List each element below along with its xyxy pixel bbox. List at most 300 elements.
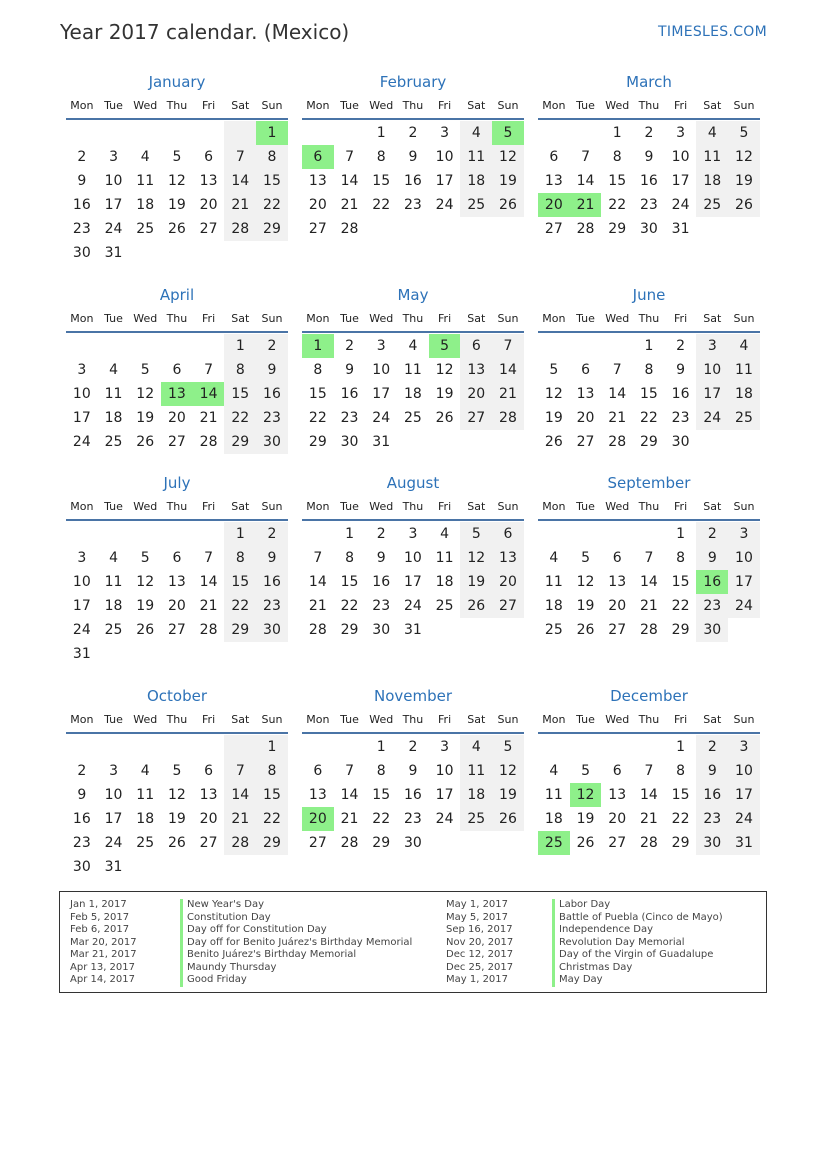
day-cell[interactable]: 11 <box>696 145 728 169</box>
day-cell[interactable]: 15 <box>224 382 256 406</box>
day-cell[interactable]: 25 <box>435 598 454 614</box>
day-cell[interactable]: 12 <box>136 574 155 590</box>
day-cell[interactable]: 10 <box>671 149 690 165</box>
day-cell[interactable]: 26 <box>460 594 492 618</box>
day-cell[interactable]: 18 <box>403 386 422 402</box>
day-cell[interactable]: 13 <box>308 173 327 189</box>
day-cell[interactable]: 30 <box>340 434 359 450</box>
day-cell[interactable]: 3 <box>440 125 450 141</box>
day-cell[interactable]: 20 <box>199 197 218 213</box>
day-cell[interactable]: 12 <box>492 145 524 169</box>
day-cell[interactable]: 5 <box>429 334 461 358</box>
day-cell[interactable]: 20 <box>608 598 627 614</box>
day-cell[interactable]: 26 <box>576 622 595 638</box>
day-cell[interactable]: 19 <box>435 386 454 402</box>
day-cell[interactable]: 25 <box>538 831 570 855</box>
day-cell[interactable]: 17 <box>104 811 123 827</box>
day-cell[interactable]: 7 <box>345 763 354 779</box>
day-cell[interactable]: 25 <box>104 622 123 638</box>
day-cell[interactable]: 10 <box>72 386 91 402</box>
day-cell[interactable]: 24 <box>72 434 91 450</box>
day-cell[interactable]: 6 <box>172 550 182 566</box>
day-cell[interactable]: 3 <box>376 338 386 354</box>
day-cell[interactable]: 14 <box>492 358 524 382</box>
day-cell[interactable]: 8 <box>612 149 622 165</box>
day-cell[interactable]: 16 <box>403 787 422 803</box>
day-cell[interactable]: 27 <box>199 835 218 851</box>
day-cell[interactable]: 15 <box>224 570 256 594</box>
day-cell[interactable]: 27 <box>167 622 186 638</box>
day-cell[interactable]: 15 <box>372 173 391 189</box>
day-cell[interactable]: 27 <box>308 221 327 237</box>
day-cell[interactable]: 29 <box>671 622 690 638</box>
day-cell[interactable]: 19 <box>576 811 595 827</box>
day-cell[interactable]: 1 <box>676 739 686 755</box>
day-cell[interactable]: 22 <box>671 811 690 827</box>
day-cell[interactable]: 21 <box>340 197 359 213</box>
day-cell[interactable]: 12 <box>167 173 186 189</box>
day-cell[interactable]: 4 <box>408 338 418 354</box>
day-cell[interactable]: 25 <box>136 221 155 237</box>
day-cell[interactable]: 22 <box>608 197 627 213</box>
day-cell[interactable]: 12 <box>492 759 524 783</box>
day-cell[interactable]: 9 <box>676 362 686 378</box>
day-cell[interactable]: 30 <box>256 430 288 454</box>
day-cell[interactable]: 12 <box>460 546 492 570</box>
day-cell[interactable]: 21 <box>492 382 524 406</box>
day-cell[interactable]: 14 <box>639 574 658 590</box>
day-cell[interactable]: 1 <box>302 334 334 358</box>
day-cell[interactable]: 1 <box>612 125 622 141</box>
day-cell[interactable]: 28 <box>340 221 359 237</box>
day-cell[interactable]: 28 <box>224 831 256 855</box>
day-cell[interactable]: 1 <box>376 739 386 755</box>
day-cell[interactable]: 8 <box>345 550 354 566</box>
day-cell[interactable]: 28 <box>492 406 524 430</box>
day-cell[interactable]: 2 <box>376 526 386 542</box>
day-cell[interactable]: 27 <box>544 221 563 237</box>
day-cell[interactable]: 25 <box>696 193 728 217</box>
day-cell[interactable]: 4 <box>109 550 118 566</box>
day-cell[interactable]: 30 <box>256 618 288 642</box>
day-cell[interactable]: 3 <box>109 149 118 165</box>
day-cell[interactable]: 16 <box>256 382 288 406</box>
day-cell[interactable]: 2 <box>696 735 728 759</box>
day-cell[interactable]: 23 <box>403 811 422 827</box>
day-cell[interactable]: 29 <box>340 622 359 638</box>
day-cell[interactable]: 15 <box>671 787 690 803</box>
day-cell[interactable]: 17 <box>728 570 760 594</box>
day-cell[interactable]: 5 <box>581 763 590 779</box>
day-cell[interactable]: 31 <box>728 831 760 855</box>
day-cell[interactable]: 5 <box>492 121 524 145</box>
day-cell[interactable]: 16 <box>639 173 658 189</box>
day-cell[interactable]: 7 <box>204 362 214 378</box>
day-cell[interactable]: 12 <box>544 386 563 402</box>
day-cell[interactable]: 13 <box>199 173 218 189</box>
day-cell[interactable]: 3 <box>77 362 87 378</box>
day-cell[interactable]: 3 <box>676 125 686 141</box>
day-cell[interactable]: 30 <box>696 831 728 855</box>
day-cell[interactable]: 17 <box>403 574 422 590</box>
day-cell[interactable]: 2 <box>77 763 87 779</box>
day-cell[interactable]: 7 <box>612 362 622 378</box>
day-cell[interactable]: 7 <box>644 763 654 779</box>
day-cell[interactable]: 29 <box>639 434 658 450</box>
day-cell[interactable]: 11 <box>544 574 563 590</box>
day-cell[interactable]: 23 <box>256 594 288 618</box>
day-cell[interactable]: 22 <box>308 410 327 426</box>
day-cell[interactable]: 14 <box>340 787 359 803</box>
day-cell[interactable]: 26 <box>167 221 186 237</box>
day-cell[interactable]: 21 <box>608 410 627 426</box>
day-cell[interactable]: 20 <box>308 197 327 213</box>
day-cell[interactable]: 11 <box>460 759 492 783</box>
day-cell[interactable]: 5 <box>728 121 760 145</box>
day-cell[interactable]: 11 <box>728 358 760 382</box>
day-cell[interactable]: 13 <box>492 546 524 570</box>
day-cell[interactable]: 27 <box>576 434 595 450</box>
day-cell[interactable]: 9 <box>77 787 87 803</box>
day-cell[interactable]: 23 <box>639 197 658 213</box>
day-cell[interactable]: 14 <box>608 386 627 402</box>
day-cell[interactable]: 18 <box>104 410 123 426</box>
day-cell[interactable]: 11 <box>136 173 155 189</box>
day-cell[interactable]: 14 <box>224 783 256 807</box>
day-cell[interactable]: 12 <box>576 574 595 590</box>
day-cell[interactable]: 6 <box>492 522 524 546</box>
day-cell[interactable]: 20 <box>538 193 570 217</box>
day-cell[interactable]: 10 <box>72 574 91 590</box>
day-cell[interactable]: 2 <box>408 125 418 141</box>
day-cell[interactable]: 13 <box>608 574 627 590</box>
day-cell[interactable]: 31 <box>372 434 391 450</box>
day-cell[interactable]: 7 <box>345 149 354 165</box>
day-cell[interactable]: 20 <box>576 410 595 426</box>
day-cell[interactable]: 6 <box>612 763 622 779</box>
day-cell[interactable]: 18 <box>136 197 155 213</box>
day-cell[interactable]: 22 <box>256 807 288 831</box>
day-cell[interactable]: 8 <box>376 763 386 779</box>
day-cell[interactable]: 3 <box>728 522 760 546</box>
day-cell[interactable]: 2 <box>408 739 418 755</box>
day-cell[interactable]: 4 <box>460 735 492 759</box>
day-cell[interactable]: 19 <box>492 169 524 193</box>
day-cell[interactable]: 19 <box>136 598 155 614</box>
day-cell[interactable]: 30 <box>372 622 391 638</box>
day-cell[interactable]: 29 <box>256 217 288 241</box>
day-cell[interactable]: 7 <box>204 550 214 566</box>
day-cell[interactable]: 12 <box>570 783 602 807</box>
day-cell[interactable]: 19 <box>167 811 186 827</box>
day-cell[interactable]: 2 <box>676 338 686 354</box>
day-cell[interactable]: 29 <box>224 430 256 454</box>
day-cell[interactable]: 23 <box>256 406 288 430</box>
day-cell[interactable]: 15 <box>372 787 391 803</box>
day-cell[interactable]: 14 <box>308 574 327 590</box>
day-cell[interactable]: 4 <box>460 121 492 145</box>
day-cell[interactable]: 14 <box>224 169 256 193</box>
day-cell[interactable]: 22 <box>639 410 658 426</box>
day-cell[interactable]: 23 <box>403 197 422 213</box>
day-cell[interactable]: 1 <box>224 334 256 358</box>
day-cell[interactable]: 13 <box>608 787 627 803</box>
day-cell[interactable]: 8 <box>256 759 288 783</box>
day-cell[interactable]: 28 <box>308 622 327 638</box>
day-cell[interactable]: 26 <box>492 807 524 831</box>
day-cell[interactable]: 24 <box>372 410 391 426</box>
day-cell[interactable]: 24 <box>403 598 422 614</box>
day-cell[interactable]: 14 <box>576 173 595 189</box>
day-cell[interactable]: 21 <box>639 811 658 827</box>
day-cell[interactable]: 17 <box>372 386 391 402</box>
day-cell[interactable]: 27 <box>492 594 524 618</box>
day-cell[interactable]: 19 <box>576 598 595 614</box>
day-cell[interactable]: 21 <box>340 811 359 827</box>
day-cell[interactable]: 15 <box>308 386 327 402</box>
day-cell[interactable]: 22 <box>256 193 288 217</box>
day-cell[interactable]: 20 <box>302 807 334 831</box>
day-cell[interactable]: 12 <box>167 787 186 803</box>
day-cell[interactable]: 30 <box>72 859 91 875</box>
day-cell[interactable]: 12 <box>435 362 454 378</box>
day-cell[interactable]: 6 <box>612 550 622 566</box>
day-cell[interactable]: 2 <box>77 149 87 165</box>
day-cell[interactable]: 16 <box>72 811 91 827</box>
day-cell[interactable]: 1 <box>256 735 288 759</box>
day-cell[interactable]: 25 <box>403 410 422 426</box>
day-cell[interactable]: 6 <box>204 149 214 165</box>
day-cell[interactable]: 5 <box>460 522 492 546</box>
day-cell[interactable]: 12 <box>136 386 155 402</box>
day-cell[interactable]: 23 <box>72 221 91 237</box>
day-cell[interactable]: 3 <box>77 550 87 566</box>
day-cell[interactable]: 27 <box>199 221 218 237</box>
day-cell[interactable]: 29 <box>372 835 391 851</box>
day-cell[interactable]: 28 <box>340 835 359 851</box>
day-cell[interactable]: 10 <box>435 763 454 779</box>
day-cell[interactable]: 10 <box>728 546 760 570</box>
day-cell[interactable]: 7 <box>224 759 256 783</box>
day-cell[interactable]: 27 <box>167 434 186 450</box>
day-cell[interactable]: 31 <box>104 859 123 875</box>
day-cell[interactable]: 1 <box>376 125 386 141</box>
day-cell[interactable]: 11 <box>544 787 563 803</box>
day-cell[interactable]: 19 <box>167 197 186 213</box>
day-cell[interactable]: 22 <box>224 406 256 430</box>
day-cell[interactable]: 14 <box>340 173 359 189</box>
day-cell[interactable]: 7 <box>313 550 323 566</box>
day-cell[interactable]: 30 <box>639 221 658 237</box>
day-cell[interactable]: 20 <box>492 570 524 594</box>
day-cell[interactable]: 31 <box>72 646 91 662</box>
day-cell[interactable]: 8 <box>224 546 256 570</box>
day-cell[interactable]: 16 <box>696 783 728 807</box>
day-cell[interactable]: 7 <box>224 145 256 169</box>
day-cell[interactable]: 31 <box>104 245 123 261</box>
day-cell[interactable]: 8 <box>376 149 386 165</box>
day-cell[interactable]: 24 <box>728 807 760 831</box>
day-cell[interactable]: 24 <box>72 622 91 638</box>
day-cell[interactable]: 25 <box>460 193 492 217</box>
day-cell[interactable]: 24 <box>104 835 123 851</box>
day-cell[interactable]: 18 <box>544 811 563 827</box>
day-cell[interactable]: 22 <box>372 197 391 213</box>
day-cell[interactable]: 10 <box>104 173 123 189</box>
day-cell[interactable]: 3 <box>728 735 760 759</box>
day-cell[interactable]: 28 <box>639 835 658 851</box>
day-cell[interactable]: 6 <box>204 763 214 779</box>
day-cell[interactable]: 8 <box>313 362 323 378</box>
day-cell[interactable]: 25 <box>728 406 760 430</box>
day-cell[interactable]: 11 <box>403 362 422 378</box>
day-cell[interactable]: 18 <box>544 598 563 614</box>
day-cell[interactable]: 24 <box>728 594 760 618</box>
day-cell[interactable]: 1 <box>256 121 288 145</box>
day-cell[interactable]: 26 <box>576 835 595 851</box>
day-cell[interactable]: 3 <box>696 334 728 358</box>
day-cell[interactable]: 9 <box>644 149 654 165</box>
day-cell[interactable]: 28 <box>199 434 218 450</box>
day-cell[interactable]: 3 <box>408 526 418 542</box>
day-cell[interactable]: 9 <box>408 763 418 779</box>
day-cell[interactable]: 19 <box>460 570 492 594</box>
day-cell[interactable]: 20 <box>199 811 218 827</box>
day-cell[interactable]: 8 <box>256 145 288 169</box>
day-cell[interactable]: 6 <box>172 362 182 378</box>
day-cell[interactable]: 2 <box>696 522 728 546</box>
day-cell[interactable]: 8 <box>224 358 256 382</box>
day-cell[interactable]: 22 <box>372 811 391 827</box>
day-cell[interactable]: 28 <box>608 434 627 450</box>
day-cell[interactable]: 23 <box>72 835 91 851</box>
day-cell[interactable]: 30 <box>403 835 422 851</box>
day-cell[interactable]: 30 <box>72 245 91 261</box>
day-cell[interactable]: 31 <box>671 221 690 237</box>
day-cell[interactable]: 21 <box>570 193 602 217</box>
day-cell[interactable]: 15 <box>256 169 288 193</box>
day-cell[interactable]: 7 <box>581 149 590 165</box>
day-cell[interactable]: 8 <box>676 763 686 779</box>
day-cell[interactable]: 7 <box>492 334 524 358</box>
day-cell[interactable]: 15 <box>671 574 690 590</box>
day-cell[interactable]: 17 <box>72 598 91 614</box>
day-cell[interactable]: 3 <box>440 739 450 755</box>
day-cell[interactable]: 16 <box>340 386 359 402</box>
day-cell[interactable]: 28 <box>576 221 595 237</box>
day-cell[interactable]: 16 <box>403 173 422 189</box>
day-cell[interactable]: 17 <box>72 410 91 426</box>
day-cell[interactable]: 21 <box>308 598 327 614</box>
day-cell[interactable]: 24 <box>104 221 123 237</box>
day-cell[interactable]: 9 <box>256 546 288 570</box>
day-cell[interactable]: 29 <box>671 835 690 851</box>
day-cell[interactable]: 10 <box>696 358 728 382</box>
day-cell[interactable]: 14 <box>199 574 218 590</box>
day-cell[interactable]: 27 <box>460 406 492 430</box>
day-cell[interactable]: 13 <box>308 787 327 803</box>
day-cell[interactable]: 16 <box>72 197 91 213</box>
day-cell[interactable]: 27 <box>608 622 627 638</box>
day-cell[interactable]: 30 <box>696 618 728 642</box>
day-cell[interactable]: 27 <box>608 835 627 851</box>
day-cell[interactable]: 23 <box>696 594 728 618</box>
day-cell[interactable]: 13 <box>460 358 492 382</box>
day-cell[interactable]: 26 <box>167 835 186 851</box>
day-cell[interactable]: 6 <box>549 149 559 165</box>
day-cell[interactable]: 6 <box>313 763 323 779</box>
day-cell[interactable]: 3 <box>109 763 118 779</box>
day-cell[interactable]: 9 <box>345 362 354 378</box>
day-cell[interactable]: 6 <box>581 362 590 378</box>
day-cell[interactable]: 15 <box>608 173 627 189</box>
day-cell[interactable]: 26 <box>728 193 760 217</box>
day-cell[interactable]: 20 <box>167 598 186 614</box>
day-cell[interactable]: 9 <box>376 550 386 566</box>
day-cell[interactable]: 27 <box>308 835 327 851</box>
day-cell[interactable]: 18 <box>460 783 492 807</box>
day-cell[interactable]: 21 <box>224 807 256 831</box>
day-cell[interactable]: 18 <box>136 811 155 827</box>
day-cell[interactable]: 24 <box>435 811 454 827</box>
day-cell[interactable]: 9 <box>256 358 288 382</box>
day-cell[interactable]: 2 <box>256 522 288 546</box>
day-cell[interactable]: 11 <box>136 787 155 803</box>
day-cell[interactable]: 22 <box>224 594 256 618</box>
day-cell[interactable]: 18 <box>696 169 728 193</box>
day-cell[interactable]: 17 <box>435 787 454 803</box>
day-cell[interactable]: 13 <box>199 787 218 803</box>
day-cell[interactable]: 4 <box>109 362 118 378</box>
day-cell[interactable]: 16 <box>372 574 391 590</box>
day-cell[interactable]: 19 <box>728 169 760 193</box>
day-cell[interactable]: 19 <box>492 783 524 807</box>
day-cell[interactable]: 12 <box>728 145 760 169</box>
day-cell[interactable]: 13 <box>161 382 193 406</box>
day-cell[interactable]: 2 <box>345 338 354 354</box>
day-cell[interactable]: 4 <box>440 526 450 542</box>
day-cell[interactable]: 9 <box>696 546 728 570</box>
day-cell[interactable]: 9 <box>77 173 87 189</box>
day-cell[interactable]: 14 <box>193 382 225 406</box>
day-cell[interactable]: 11 <box>104 386 123 402</box>
day-cell[interactable]: 10 <box>403 550 422 566</box>
day-cell[interactable]: 25 <box>136 835 155 851</box>
day-cell[interactable]: 25 <box>104 434 123 450</box>
day-cell[interactable]: 5 <box>172 149 182 165</box>
day-cell[interactable]: 21 <box>224 193 256 217</box>
day-cell[interactable]: 4 <box>549 763 559 779</box>
day-cell[interactable]: 5 <box>172 763 182 779</box>
day-cell[interactable]: 24 <box>435 197 454 213</box>
day-cell[interactable]: 19 <box>136 410 155 426</box>
day-cell[interactable]: 18 <box>104 598 123 614</box>
day-cell[interactable]: 28 <box>199 622 218 638</box>
day-cell[interactable]: 6 <box>302 145 334 169</box>
day-cell[interactable]: 22 <box>340 598 359 614</box>
day-cell[interactable]: 26 <box>435 410 454 426</box>
day-cell[interactable]: 10 <box>435 149 454 165</box>
day-cell[interactable]: 9 <box>696 759 728 783</box>
day-cell[interactable]: 11 <box>104 574 123 590</box>
day-cell[interactable]: 26 <box>136 622 155 638</box>
day-cell[interactable]: 17 <box>104 197 123 213</box>
day-cell[interactable]: 4 <box>549 550 559 566</box>
day-cell[interactable]: 21 <box>639 598 658 614</box>
day-cell[interactable]: 18 <box>728 382 760 406</box>
day-cell[interactable]: 18 <box>460 169 492 193</box>
day-cell[interactable]: 23 <box>671 410 690 426</box>
